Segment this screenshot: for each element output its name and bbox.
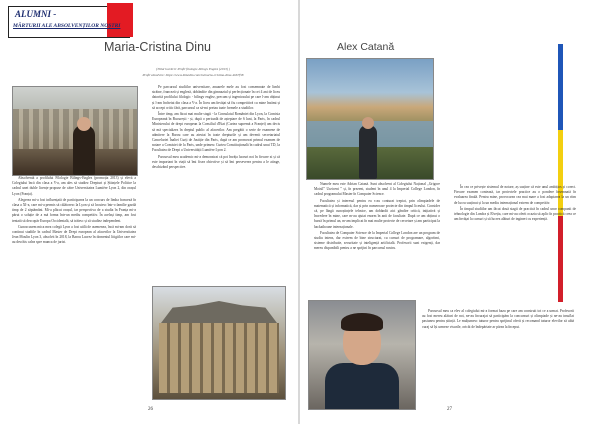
portrait-photo-left xyxy=(12,86,138,176)
paragraph: Facultatea de Computer Science de la Imperial College London are un program de studiu intens, dar extrem de bine structurat, cu cursuri de programare, algoritmi, sisteme distribuite, securitate și inteligență artificială. Profesorii sunt exigenți, dar mereu disponibili pentru a ne sprijini în parcursul nostru. xyxy=(314,230,440,251)
header-title: ALUMNI - xyxy=(15,9,57,19)
alumnus-name-right: Alex Catană xyxy=(337,41,395,53)
paragraph: În cea ce privește sistemul de notare, aș susține că este unul ambițios și corect. Fiecare examen contează, iar proiectele practice au o pondere însemnată în evaluarea finală. Pentru mine, provocarea cea mai mare a fost adaptarea la un ritm de lucru susținut și la un mediu internațional extrem de competitiv. xyxy=(454,185,576,205)
text-column-right-3 xyxy=(422,309,574,331)
paragraph: Facultatea și interesul pentru ea s-au conturat treptat, prin olimpiadele de matematică și informatică, dar și prin numeroase proiecte din timpul liceului. Consider că, pe lângă cunoștințele tehnice, am dobândit aici gândire critică, inițiativă și încredere în mine, care m-au ajutat enorm în anii de facultate. După ce am obținut o bursă în primul an, m-am implicat în mai multe proiecte de cercetare și am participat la hackathoane internaționale. xyxy=(314,198,440,229)
alumnus-name-left: Maria-Cristina Dinu xyxy=(104,40,211,54)
photo-facade xyxy=(159,323,279,393)
landscape-photo-right xyxy=(306,58,434,180)
photo-person-head xyxy=(362,117,374,129)
alumnus-caption-left xyxy=(138,67,248,78)
photo-person xyxy=(359,125,377,179)
paragraph: Pe parcursul studiilor universitare, anuarele mele au fost consemnate de limbi străine, franceză și engleză, dobândite din gimnaziul și perfecționate în cei 4 ani de liceu datorită profilului filologic - bilingv englez, precum și ingeniosului pe care l-am obținut și l-am încheiat din clasa a V-a. În liceu am învățat să fiu competitivă cu mine însămi și să accept critic fără, parcursul ca să-mi preiau toate formele a studiilor. xyxy=(152,85,280,110)
building-photo xyxy=(152,286,286,400)
caption-line-1: (Titlul lucrării: Profil filologic-bilingv Englez (2013) ) xyxy=(156,67,230,71)
photo-person-body xyxy=(325,363,399,409)
paragraph: Absolventă a profilului Filologie Bilingv-Englez (promoția 2013) și elevă a Colegiului încă din clasa a V-a, am ales să studiez Drepturi și Științele Politice la cadrul unei duble licențe propuse de către Universitatea Lumière Lyon 2, din orașul Lyon (Franța). xyxy=(12,176,136,196)
text-column-right-1 xyxy=(314,182,440,253)
photo-roof xyxy=(161,301,277,323)
photo-person-hair xyxy=(341,313,383,331)
paragraph: În timpul studiilor am făcut două stagii de practică în cadrul unor companii de tehnologie din Londra și Elveția, care mi-au oferit ocazia să aplic în practică ceea ce am învățat la cursuri și să lucrez alături de ingineri cu experiență. xyxy=(454,206,576,222)
page-number-left: 26 xyxy=(148,407,153,412)
paragraph: Între timp, am făcut mai multe stagii - la Consulatul României din Lyon, la Comisia Europeană în București - și, după o perioadă de așteptare de 6 luni, la Paris, în cadrul Ministerului de drept european la Consiliul d'Etat (Curtea supremă a Franței) am decis să mă specializez în dreptul public al afacerilor. Am pregătit o serie de examene de admitere la Barou care au atestat în toate drepturile și am devenit secretariatul Cancelariei Înaltei Curți de Justiție din Paris, după ce am promovat primul examen de notare a Comisiei de la Paris, unde primesc Curtea Constituțională în cadrul unui TD, la Facultatea de Drept a Universității Lumière Lyon 2. xyxy=(152,112,280,153)
paragraph: Parcursul meu ca elev al colegiului mi-a format baza pe care am construit tot ce a urmat. Profesorii au fost mereu alături de noi, ne-au încurajat să participăm la concursuri și olimpiade și ne-au insuflat pasiunea pentru știință. Le mulțumesc tuturor pentru sprijinul oferit și recomand tuturor elevilor să aibă curaj să își urmeze visurile, oricât de îndepărtate ar părea la început. xyxy=(422,309,574,329)
page-number-right: 27 xyxy=(447,407,452,412)
section-header-badge xyxy=(8,6,130,38)
flag-stripe-red xyxy=(558,216,563,302)
text-column-left-2 xyxy=(152,85,280,171)
header-red-tab xyxy=(107,3,133,37)
text-column-left-1 xyxy=(12,176,136,247)
paragraph: Cunoscusem mica mea colegă Lyon a fost utilă de asemenea, încă mi-am dorit să continui studiile în cadrul Master de Drept european al afacerilor la Universitatea Jean Moulin Lyon 3, absolvit în 2018, la Barou Lucrez în domeniul litigiilor care mi-au deschis calea spre munca de jurist. xyxy=(12,224,136,245)
paragraph: Numele meu este Adrian Catană. Sunt absolvent al Colegiului Național „Grigore Moisil” Urziceni ” și, în prezent, student în anul 4 la Imperial College London, în cadrul programului Master în Computer Science. xyxy=(314,182,440,197)
photo-person xyxy=(73,125,95,175)
caption-line-2: Profil absolvire: https://www.linkedin.com/in/maria-cristina-dinu-4b67f58 xyxy=(142,72,244,77)
photo-person-head xyxy=(77,117,91,131)
paragraph: Alegerea mi-a fost influențată de participarea la un concurs de limba franceză în clasa a XI-a, care mi-a permis să călătoresc la Lyon și să locuiesc într-o familie gazdă timp de 2 săptămâni. Mi-a plăcut orașul, iar perspectiva de a studia în Franța mi-a părut o soluție de a mă forma într-un mediu competitiv. În același timp, am fost tentată să descopăr Europa Occidentală, să trăiesc și să studiez independent. xyxy=(12,197,136,223)
header-subtitle: MĂRTURII ALE ABSOLVENȚILOR NOȘTRI xyxy=(13,23,121,29)
flag-stripe-blue xyxy=(558,44,563,130)
portrait-photo-right xyxy=(308,300,416,410)
text-column-right-2 xyxy=(454,185,576,223)
paragraph: Parcursul meu academic mi-a demonstrat că pot învăța lucruri noi în fiecare zi și că este important în viață să îmi fixez obiective și să îmi perseverez pentru a le atinge, deschizând perspective. xyxy=(152,154,280,170)
